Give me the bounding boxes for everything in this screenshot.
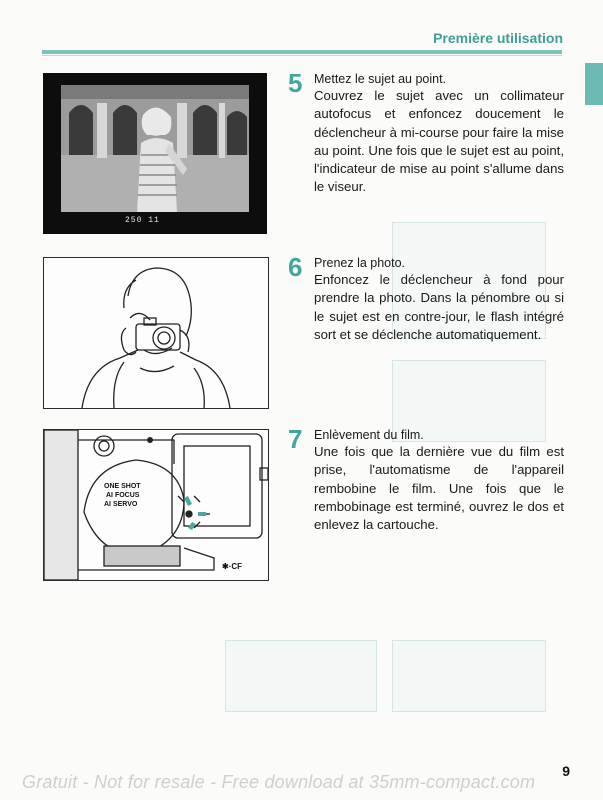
step-description: Une fois que la dernière vue du film est prise, l'automatisme de l'appareil rembobine le film. Une fois que le rembobinage est terminé, ouvrez le dos et enlevez la cartouche. xyxy=(314,444,564,533)
header-rule xyxy=(42,50,562,54)
portrait-scene-illustration xyxy=(61,85,249,212)
focus-mode-label: AI FOCUS xyxy=(106,492,140,499)
camera-top-illustration xyxy=(43,429,269,581)
photographer-illustration xyxy=(43,257,269,409)
photographer-drawing xyxy=(44,258,268,408)
step-description: Couvrez le sujet avec un collimateur autofocus et enfoncez doucement le déclencheur à mi-course pour faire la mise au point. Une fois que le sujet est au point, l'indicateur de mise au point s'allume dans le viseur. xyxy=(314,88,564,195)
step-description: Enfoncez le déclencheur à fond pour prendre la photo. Dans la pénombre ou si le sujet est en contre-jour, le flash intégré sort et se déclenche automatiquement. xyxy=(314,272,564,342)
step-number: 6 xyxy=(288,252,303,282)
step-title: Prenez la photo. xyxy=(314,256,406,270)
step-title: Mettez le sujet au point. xyxy=(314,72,447,86)
show-through-box xyxy=(225,640,377,712)
header-rule-thin xyxy=(42,55,562,56)
section-title: Première utilisation xyxy=(433,30,563,46)
watermark: Gratuit - Not for resale - Free download at 35mm-compact.com xyxy=(22,772,536,792)
viewfinder-image xyxy=(61,85,249,212)
step-number: 5 xyxy=(288,68,303,98)
custom-function-label: ✱·CF xyxy=(222,562,243,571)
viewfinder-readout: 250 11 xyxy=(125,216,160,225)
focus-mode-label: AI SERVO xyxy=(104,501,138,508)
step-number: 7 xyxy=(288,424,303,454)
show-through-box xyxy=(392,640,546,712)
focus-mode-label: ONE SHOT xyxy=(104,483,141,490)
step-title: Enlèvement du film. xyxy=(314,428,424,442)
camera-drawing xyxy=(44,430,268,580)
viewfinder-photo xyxy=(43,73,267,234)
page-number: 9 xyxy=(562,763,570,779)
chapter-tab xyxy=(585,63,603,105)
